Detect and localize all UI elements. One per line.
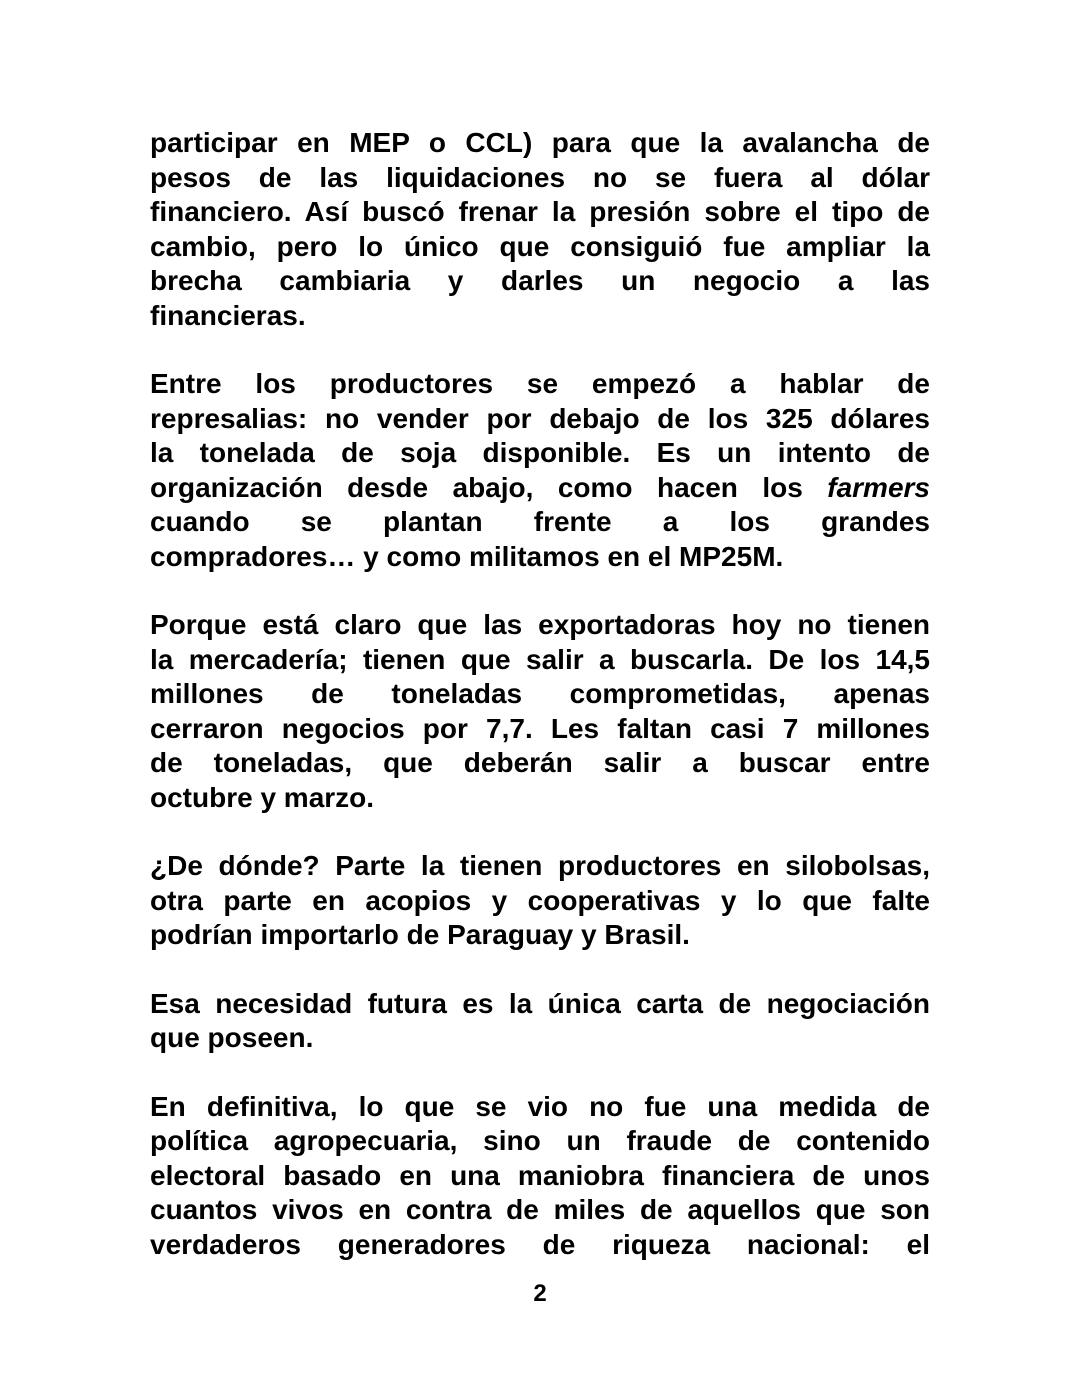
italic-text: farmers [827,471,930,503]
text-segment: la tonelada de soja disponible. Es un intento de [150,437,930,468]
text-line [150,987,930,1022]
text-line [150,1159,930,1194]
text-line [150,1124,930,1159]
text-line [150,402,930,437]
text-segment: verdaderos generadores de riqueza nacional: el [150,1228,930,1260]
text-line [150,712,930,747]
text-line [150,746,930,781]
text-line [150,505,930,540]
text-line [150,161,930,196]
text-line [150,367,930,402]
text-segment: financieras. [150,299,306,331]
text-segment: organización desde abajo, como hacen los [150,471,828,503]
text-segment: represalias: no vender por debajo de los 325 dólares [150,402,930,434]
text-segment: ¿De dónde? Parte la tienen productores en silobolsas, [150,850,930,881]
text-line [150,299,930,334]
text-line [150,264,930,299]
text-line [150,884,930,919]
text-line [150,849,930,884]
paragraph [150,367,930,574]
text-segment: En definitiva, lo que se vio no fue una medida de [150,1090,930,1122]
text-segment: compradores… y como militamos en el MP25M. [150,540,784,572]
page-number: 2 [533,1280,547,1307]
text-line [150,1021,930,1056]
text-segment: octubre y marzo. [150,781,375,813]
text-segment: política agropecuaria, sino un fraude de contenido [150,1125,930,1156]
text-line [150,677,930,712]
text-segment: Entre los productores se empezó a hablar de [150,368,930,399]
text-line [150,918,930,953]
text-line [150,643,930,678]
text-segment: cuantos vivos en contra de miles de aquellos que son [150,1194,930,1225]
text-line [150,195,930,230]
text-line [150,230,930,265]
text-line [150,1193,930,1228]
text-segment: electoral basado en una maniobra financiera de unos [150,1159,930,1191]
text-segment: podrían importarlo de Paraguay y Brasil. [150,919,690,950]
text-segment: Esa necesidad futura es la única carta de negociación [150,987,930,1019]
text-line [150,540,930,575]
text-segment: cuando se plantan frente a los grandes [150,506,930,537]
text-segment: Porque está claro que las exportadoras hoy no tienen [150,609,930,640]
text-segment: participar en MEP o CCL) para que la avalancha de [150,127,930,158]
document-text-block [150,126,930,1262]
paragraph [150,849,930,953]
text-segment: de toneladas, que deberán salir a buscar entre [150,747,930,778]
text-segment: brecha cambiaria y darles un negocio a las [150,265,930,296]
text-segment: cerraron negocios por 7,7. Les faltan casi 7 millones [150,712,930,744]
text-segment: pesos de las liquidaciones no se fuera al dólar [150,161,930,193]
text-line [150,781,930,816]
text-line [150,471,930,506]
paragraph [150,987,930,1056]
paragraph [150,608,930,815]
paragraph [150,126,930,333]
text-segment: la mercadería; tienen que salir a buscarla. De los 14,5 [150,643,930,675]
text-segment: que poseen. [150,1022,314,1053]
paragraph [150,1090,930,1263]
text-line [150,436,930,471]
text-line [150,608,930,643]
text-segment: cambio, pero lo único que consiguió fue ampliar la [150,230,930,262]
text-segment: millones de toneladas comprometidas, apenas [150,678,930,709]
text-line [150,126,930,161]
text-segment: otra parte en acopios y cooperativas y lo que falte [150,884,930,916]
text-line [150,1228,930,1263]
text-segment: financiero. Así buscó frenar la presión sobre el tipo de [150,196,930,227]
text-line [150,1090,930,1125]
